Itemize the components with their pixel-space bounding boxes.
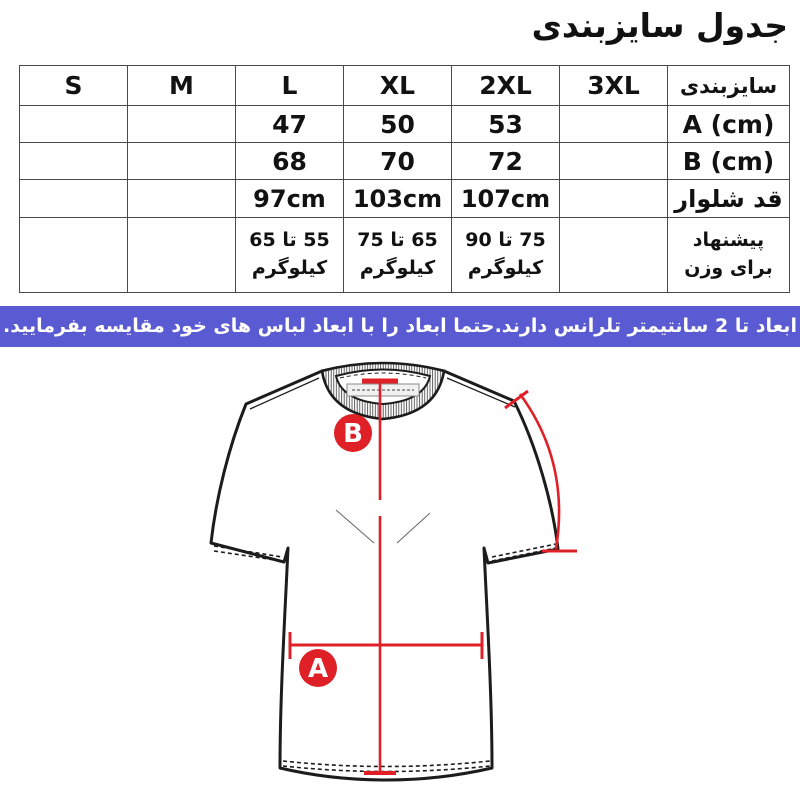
cell-pants-l: 97cm	[236, 180, 344, 218]
tshirt-body-outline	[211, 364, 558, 781]
cell-weight-3xl	[560, 218, 668, 293]
cell-a-m	[128, 106, 236, 143]
row-label-b-cm: B (cm)	[668, 143, 790, 180]
row-label-a-cm: A (cm)	[668, 106, 790, 143]
marker-a-letter: A	[307, 654, 329, 684]
cell-pants-2xl: 107cm	[452, 180, 560, 218]
cell-weight-l: 55 تا 65 کیلوگرم	[236, 218, 344, 293]
cell-b-2xl: 72	[452, 143, 560, 180]
header-size-m: M	[128, 66, 236, 106]
tolerance-notice-banner: ابعاد تا 2 سانتیمتر تلرانس دارند.حتما ابعاد را با ابعاد لباس های خود مقایسه بفرمایید.	[0, 306, 800, 347]
cell-a-xl: 50	[344, 106, 452, 143]
size-table	[19, 65, 790, 293]
header-size-l: L	[236, 66, 344, 106]
cell-a-3xl	[560, 106, 668, 143]
header-size-s: S	[20, 66, 128, 106]
tshirt-measurement-diagram	[0, 347, 800, 800]
cell-b-s	[20, 143, 128, 180]
cell-a-l: 47	[236, 106, 344, 143]
row-label-weight-suggestion: پیشنهاد برای وزن	[668, 218, 790, 293]
cell-pants-s	[20, 180, 128, 218]
cell-b-3xl	[560, 143, 668, 180]
cell-weight-2xl: 75 تا 90 کیلوگرم	[452, 218, 560, 293]
cell-pants-xl: 103cm	[344, 180, 452, 218]
table-row-weight-suggestion	[20, 218, 790, 293]
table-row-a-cm	[20, 106, 790, 143]
cell-b-xl: 70	[344, 143, 452, 180]
cell-pants-m	[128, 180, 236, 218]
cell-weight-s	[20, 218, 128, 293]
header-size-xl: XL	[344, 66, 452, 106]
cell-weight-m	[128, 218, 236, 293]
cell-pants-3xl	[560, 180, 668, 218]
header-size-2xl: 2XL	[452, 66, 560, 106]
cell-weight-xl: 65 تا 75 کیلوگرم	[344, 218, 452, 293]
table-row-b-cm	[20, 143, 790, 180]
header-sizing-label: سایزبندی	[668, 66, 790, 106]
marker-b-letter: B	[343, 419, 363, 449]
cell-b-m	[128, 143, 236, 180]
cell-a-s	[20, 106, 128, 143]
cell-a-2xl: 53	[452, 106, 560, 143]
table-row-pants-length	[20, 180, 790, 218]
size-table-header-row	[20, 66, 790, 106]
cell-b-l: 68	[236, 143, 344, 180]
header-size-3xl: 3XL	[560, 66, 668, 106]
page-title: جدول سایزبندی	[531, 6, 788, 45]
row-label-pants-length: قد شلوار	[668, 180, 790, 218]
